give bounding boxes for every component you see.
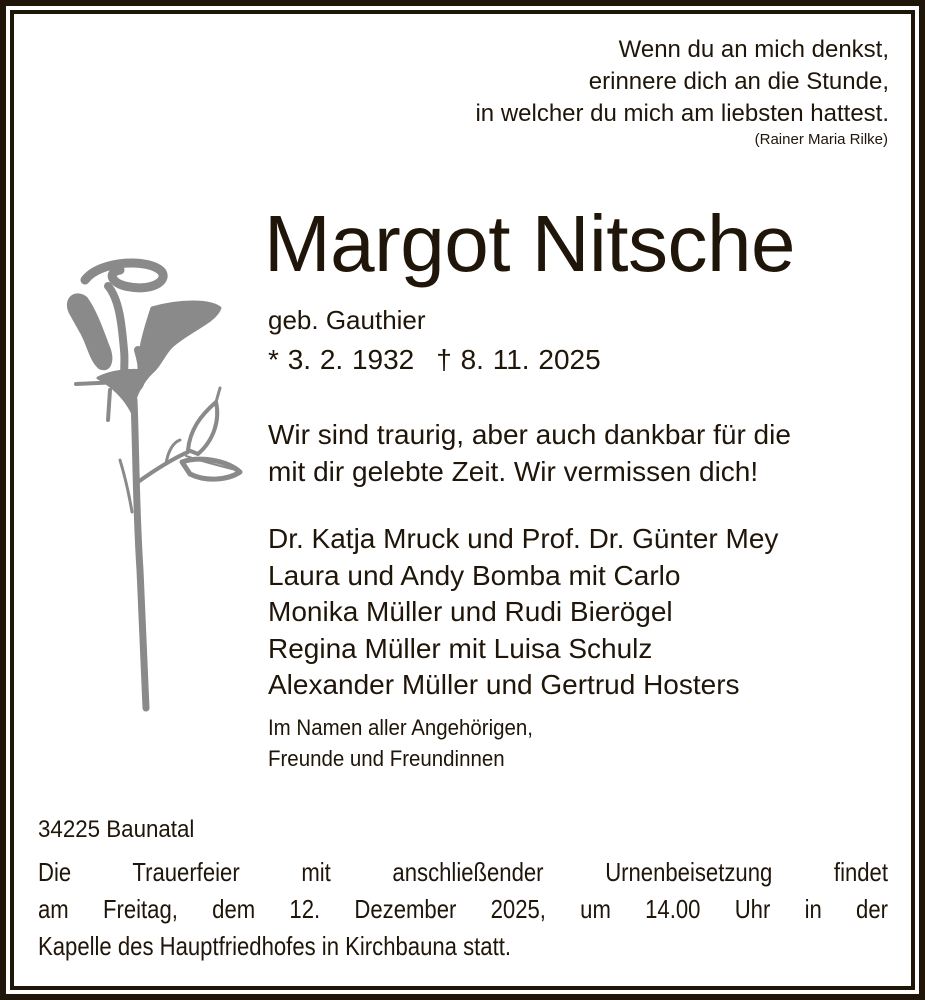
deceased-name: Margot Nitsche <box>264 199 795 288</box>
mourner-entry: Regina Müller mit Luisa Schulz <box>268 632 653 664</box>
closing-line: Freunde und Freundinnen <box>268 746 505 771</box>
ceremony-line: am Freitag, dem 12. Dezember 2025, um 14.00 Uhr in der <box>38 894 888 924</box>
quote-line: Wenn du an mich denkst, <box>618 36 889 63</box>
life-dates <box>268 343 601 377</box>
mourners-list <box>268 521 778 704</box>
closing-note <box>268 712 533 774</box>
poem-quote <box>475 34 889 130</box>
quote-author: (Rainer Maria Rilke) <box>754 131 888 148</box>
message-line: mit dir gelebte Zeit. Wir vermissen dich! <box>268 456 759 487</box>
birth-symbol: * <box>268 344 279 375</box>
mourner-entry: Monika Müller und Rudi Bierögel <box>268 596 673 627</box>
closing-line: Im Namen aller Angehörigen, <box>268 715 533 740</box>
quote-line: in welcher du mich am liebsten hattest. <box>475 100 889 127</box>
birth-date: 3. 2. 1932 <box>287 344 415 375</box>
mourner-entry: Alexander Müller und Gertrud Hosters <box>268 669 740 700</box>
mourner-entry: Dr. Katja Mruck und Prof. Dr. Günter Mey <box>268 523 779 554</box>
quote-line: erinnere dich an die Stunde, <box>588 68 889 95</box>
ceremony-line: Die Trauerfeier mit anschließender Urnenbeisetzung findet <box>38 857 888 887</box>
death-symbol: † <box>436 344 452 375</box>
place: 34225 Baunatal <box>38 816 195 843</box>
mourner-entry: Laura und Andy Bomba mit Carlo <box>268 559 681 591</box>
birth-name: geb. Gauthier <box>268 305 426 335</box>
ceremony-line: Kapelle des Hauptfriedhofes in Kirchbauna statt. <box>38 931 511 961</box>
message-line: Wir sind traurig, aber auch dankbar für die <box>268 419 791 450</box>
rose-icon <box>40 250 260 720</box>
ceremony-info <box>38 854 888 965</box>
death-date: 8. 11. 2025 <box>460 344 601 375</box>
grief-message <box>268 416 791 490</box>
